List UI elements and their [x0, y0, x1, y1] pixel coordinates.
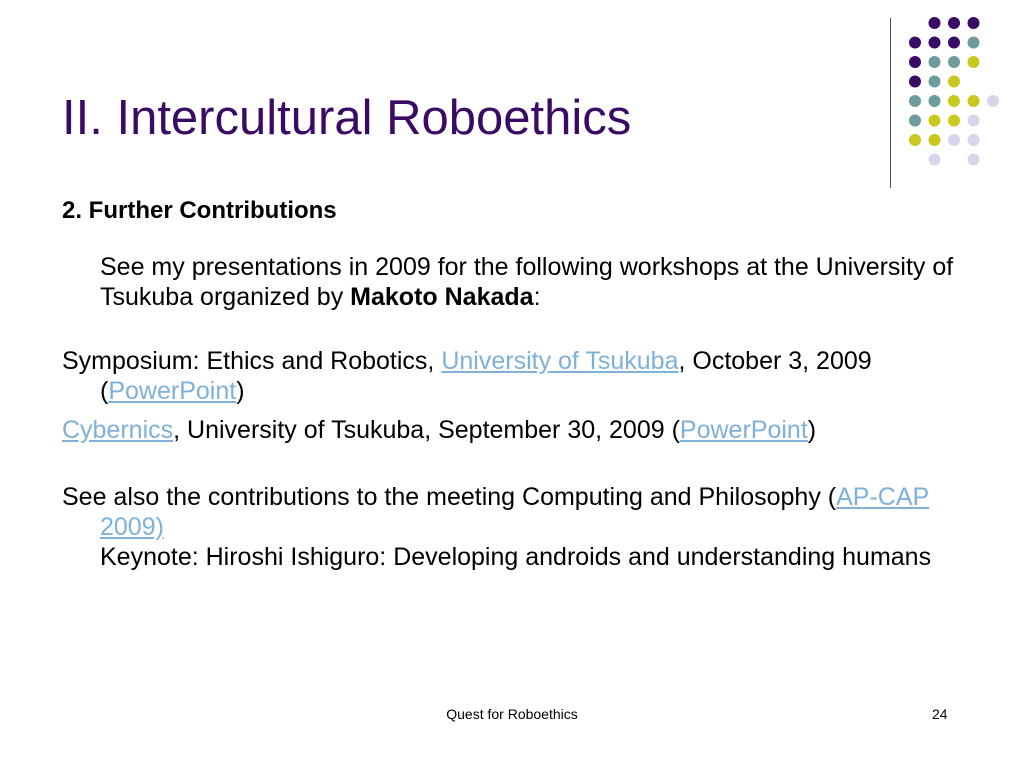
title-divider-line: [890, 18, 891, 188]
decorative-dot: [948, 115, 960, 127]
decorative-dot: [929, 95, 941, 107]
decorative-dot: [909, 76, 921, 88]
decorative-dot: [929, 37, 941, 49]
decorative-dot: [929, 134, 941, 146]
slide-title: II. Intercultural Roboethics: [62, 91, 632, 145]
decorative-dot: [968, 95, 980, 107]
decorative-dot: [987, 95, 999, 107]
decorative-dot: [948, 17, 960, 29]
symposium-suffix: ): [236, 377, 245, 405]
decorative-dot: [948, 76, 960, 88]
decorative-dot: [948, 37, 960, 49]
decorative-dot: [909, 95, 921, 107]
decorative-dot: [968, 37, 980, 49]
decorative-dot: [968, 56, 980, 68]
organizer-name: Makoto Nakada: [350, 283, 534, 311]
symposium-prefix: Symposium: Ethics and Robotics,: [62, 347, 442, 375]
cybernics-item: [62, 415, 982, 445]
decorative-dot: [929, 154, 941, 166]
decorative-dot: [929, 17, 941, 29]
decorative-dot: [968, 17, 980, 29]
symposium-item: [62, 346, 982, 406]
keynote-text: Keynote: Hiroshi Ishiguro: Developing androids and understanding humans: [100, 543, 932, 571]
ap-cap-2009-link[interactable]: AP-CAP 2009): [100, 483, 930, 541]
university-of-tsukuba-link[interactable]: University of Tsukuba: [441, 347, 679, 375]
decorative-dot: [948, 134, 960, 146]
cybernics-link[interactable]: Cybernics: [62, 416, 174, 444]
decorative-dot: [968, 115, 980, 127]
footer-title: Quest for Roboethics: [446, 706, 578, 722]
decorative-dot: [968, 134, 980, 146]
intro-text: See my presentations in 2009 for the following workshops at the University of Tsukuba organized by: [100, 253, 954, 311]
decorative-dot: [948, 56, 960, 68]
decorative-dot: [948, 95, 960, 107]
section-subheading: 2. Further Contributions: [62, 197, 337, 224]
decorative-dot: [968, 154, 980, 166]
cybernics-middle: , University of Tsukuba, September 30, 2009 (: [173, 416, 680, 444]
see-also-prefix: See also the contributions to the meeting Computing and Philosophy (: [62, 483, 837, 511]
decorative-dot: [929, 56, 941, 68]
decorative-dot: [909, 134, 921, 146]
decorative-dot: [929, 115, 941, 127]
decorative-dot-grid: [900, 10, 1010, 170]
intro-suffix: :: [533, 283, 541, 311]
decorative-dot: [929, 76, 941, 88]
decorative-dot: [909, 115, 921, 127]
symposium-middle: , October 3, 2009 (: [100, 347, 872, 405]
decorative-dot: [909, 56, 921, 68]
page-number: 24: [932, 706, 948, 722]
see-also-item: [62, 482, 982, 572]
decorative-dot: [909, 37, 921, 49]
slide-body: [62, 196, 982, 572]
symposium-powerpoint-link[interactable]: PowerPoint: [108, 377, 237, 405]
cybernics-suffix: ): [807, 416, 817, 444]
cybernics-powerpoint-link[interactable]: PowerPoint: [679, 416, 808, 444]
intro-paragraph: [62, 252, 982, 312]
